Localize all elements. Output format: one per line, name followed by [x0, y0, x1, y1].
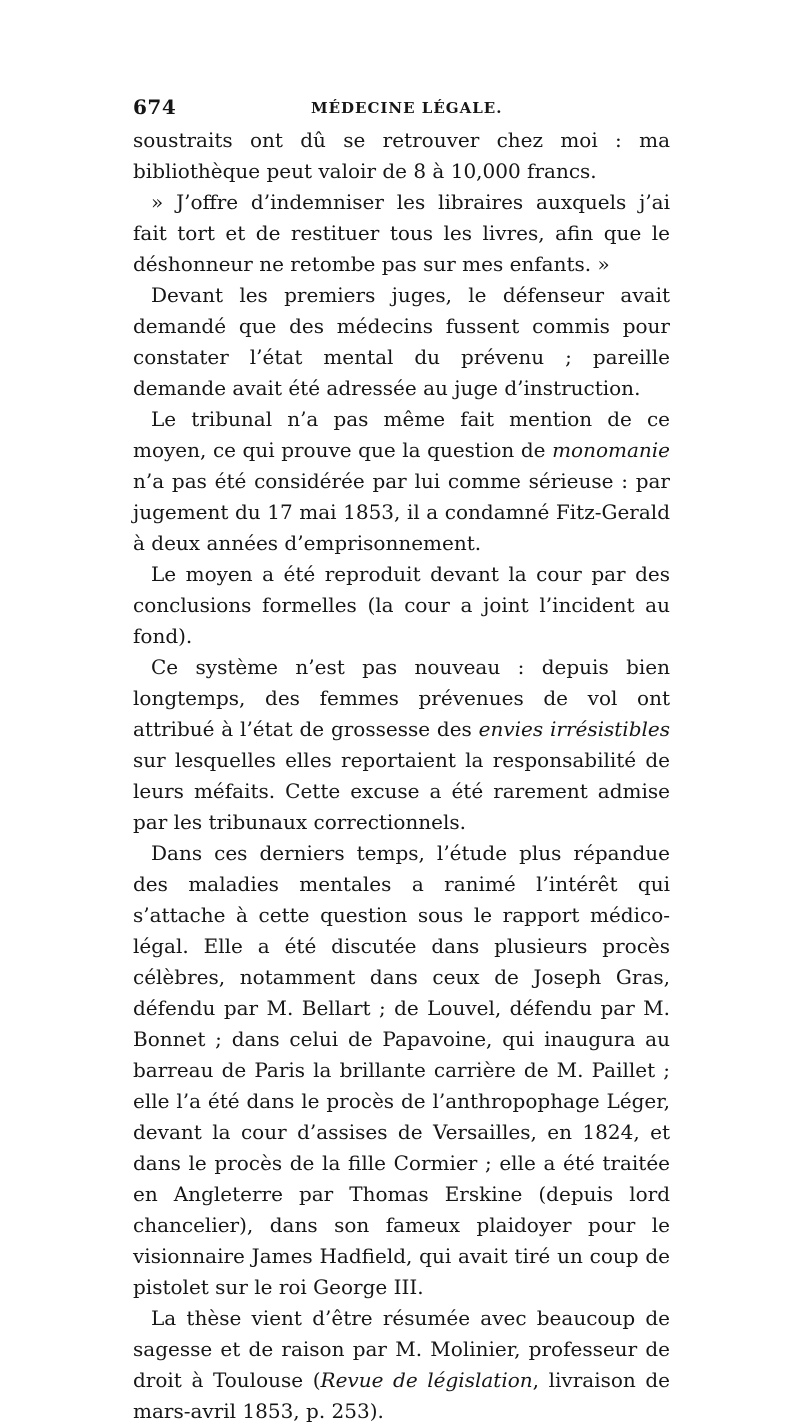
running-title: MÉDECINE LÉGALE. — [311, 99, 503, 117]
paragraph-molinier-summary — [133, 1303, 670, 1427]
page-number: 674 — [133, 95, 177, 119]
paragraph-quotation: » J’offre d’indemniser les libraires auxquels j’ai fait tort et de restituer tous les livres, afin que le déshonneur ne retombe pas sur mes enfants. » — [133, 190, 670, 276]
paragraph-text: sur lesquelles elles reportaient la responsabilité de leurs méfaits. Cette excuse a été rarement admise par les tribunaux correctionnels. — [133, 748, 670, 834]
paragraph-tribunal-judgment — [133, 404, 670, 559]
book-page — [133, 95, 670, 1427]
paragraph-defense-request: Devant les premiers juges, le défenseur avait demandé que des médecins fussent commis pour constater l’état mental du prévenu ; pareille demande avait été adressée au juge d’instruction. — [133, 283, 670, 400]
page-header — [133, 95, 670, 125]
paragraph-system-history — [133, 652, 670, 838]
paragraph-text: La thèse vient d’être résumée avec beaucoup de sagesse et de raison par M. Molinier, professeur de droit à Toulouse ( — [133, 1306, 670, 1392]
italic-term: monomanie — [552, 438, 670, 462]
paragraph-text: , livraison de mars-avril 1853, p. 253). — [133, 1368, 671, 1423]
paragraph-text: Ce système n’est pas nouveau : depuis bien longtemps, des femmes prévenues de vol ont attribué à l’état de grossesse des — [133, 655, 670, 741]
paragraph-text: Le tribunal n’a pas même fait mention de ce moyen, ce qui prouve que la question de — [133, 407, 670, 462]
paragraph-famous-trials: Dans ces derniers temps, l’étude plus répandue des maladies mentales a ranimé l’intérêt qui s’attache à cette question sous le rapport médico-légal. Elle a été discutée dans plusieurs procès célèbres, notamment dans ceux de Joseph Gras, défendu par M. Bellart ; de Louvel, défendu par M. Bonnet ; dans celui de Papavoine, qui inaugura au barreau de Paris la brillante carrière de M. Paillet ; elle l’a été dans le procès de l’anthropophage Léger, devant la cour d’assises de Versailles, en 1824, et dans le procès de la fille Cormier ; elle a été traitée en Angleterre par Thomas Erskine (depuis lord chancelier), dans son fameux plaidoyer pour le visionnaire James Hadfield, qui avait tiré un coup de pistolet sur le roi George III. — [133, 841, 670, 1299]
italic-reference: Revue de législation — [320, 1368, 533, 1392]
italic-term: envies irrésistibles — [478, 717, 670, 741]
paragraph-continuation: soustraits ont dû se retrouver chez moi : ma bibliothèque peut valoir de 8 à 10,000 francs. — [133, 128, 670, 183]
paragraph-text: n’a pas été considérée par lui comme sérieuse : par jugement du 17 mai 1853, il a condamné Fitz-Gerald à deux années d’emprisonnement. — [133, 469, 670, 555]
paragraph-appeal: Le moyen a été reproduit devant la cour par des conclusions formelles (la cour a joint l’incident au fond). — [133, 562, 670, 648]
